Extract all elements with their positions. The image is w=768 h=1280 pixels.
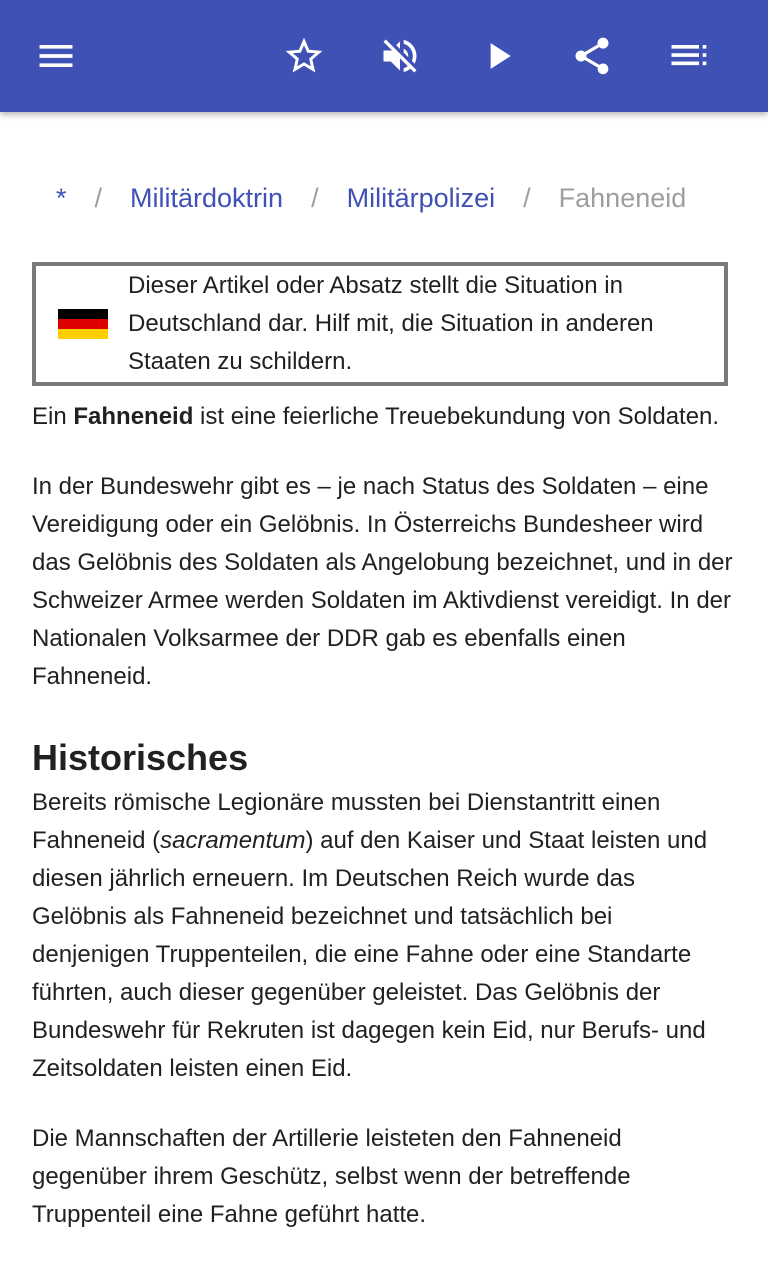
breadcrumb-separator: / (311, 183, 319, 213)
breadcrumb-separator: / (523, 183, 531, 213)
app-bar (0, 0, 768, 112)
history-text-cont: ) auf den Kaiser und Staat leisten und diesen jährlich erneuern. Im Deutschen Reich wurde das Gelöbnis als Fahneneid bezeichnet und tatsächlich bei denjenigen Truppenteilen, die eine Fahne oder eine Standarte führten, auch dieser gegenüber geleistet. Das Gelöbnis der Bundeswehr für Rekruten ist dagegen kein Eid, nur Berufs- und Zeitsoldaten leisten einen Eid. (32, 827, 708, 1082)
breadcrumb-item-militaerpolizei[interactable]: Militärpolizei (346, 183, 496, 213)
history-text: Bereits römische Legionäre mussten bei Dienstantritt einen Fahneneid ( (32, 789, 661, 854)
article-body (32, 398, 736, 1266)
article-term: Fahneneid (73, 403, 194, 430)
share-icon (570, 34, 614, 78)
share-button[interactable] (564, 28, 620, 84)
play-icon (476, 34, 520, 78)
play-button[interactable] (470, 28, 526, 84)
flag-stripe-red (58, 319, 108, 329)
breadcrumb-current: Fahneneid (558, 183, 687, 213)
content-area (0, 112, 768, 1280)
paragraph-history (32, 784, 736, 1088)
intro-text-cont: ist eine feierliche Treuebekundung von Soldaten. (193, 403, 720, 430)
volume-off-icon (378, 34, 422, 78)
menu-button[interactable] (28, 28, 84, 84)
history-term-italic: sacramentum (160, 827, 306, 854)
playlist-icon (666, 34, 710, 78)
paragraph-artillerie: Die Mannschaften der Artillerie leisteten den Fahneneid gegenüber ihrem Geschütz, selbst wenn der betreffende Truppenteil eine Fahne geführt hatte. (32, 1125, 631, 1228)
breadcrumb-item-root[interactable]: * (56, 183, 67, 213)
favorite-button[interactable] (276, 28, 332, 84)
flag-stripe-gold (58, 329, 108, 339)
intro-paragraph (32, 398, 736, 436)
paragraph-bundeswehr: In der Bundeswehr gibt es – je nach Status des Soldaten – eine Vereidigung oder ein Gelöbnis. In Österreichs Bundesheer wird das Gelöbnis des Soldaten als Angelobung bezeichnet, und in der Schweizer Armee werden Soldaten im Aktivdienst vereidigt. In der Nationalen Volksarmee der DDR gab es ebenfalls einen Fahneneid. (32, 473, 733, 690)
contents-button[interactable] (660, 28, 716, 84)
breadcrumb-separator: / (94, 183, 103, 213)
mute-button[interactable] (372, 28, 428, 84)
regional-notice-box (32, 262, 728, 386)
germany-flag-icon (58, 309, 108, 339)
menu-icon (34, 34, 78, 78)
breadcrumb (56, 180, 686, 216)
flag-stripe-black (58, 309, 108, 319)
star-outline-icon (282, 34, 326, 78)
notice-text: Dieser Artikel oder Absatz stellt die Situation in Deutschland dar. Hilf mit, die Situation in anderen Staaten zu schildern. (128, 272, 654, 375)
section-heading-historisches: Historisches (32, 737, 249, 778)
breadcrumb-item-militaerdoktrin[interactable]: Militärdoktrin (130, 183, 284, 213)
intro-text: Ein (32, 403, 74, 430)
